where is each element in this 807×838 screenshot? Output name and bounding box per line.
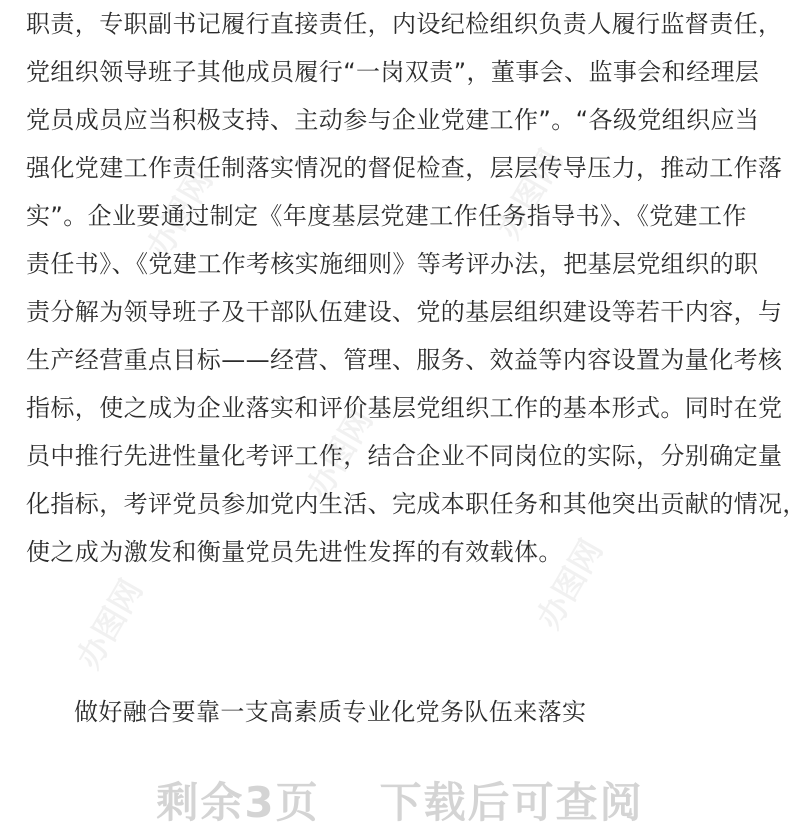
- remaining-pages-label: 剩余3页: [156, 778, 320, 827]
- paragraph-line: 使之成为激发和衡量党员先进性发挥的有效载体。: [26, 538, 563, 566]
- watermark: 办图网: [529, 532, 611, 636]
- paragraph-line: 指标，使之成为企业落实和评价基层党组织工作的基本形式。同时在党: [26, 394, 783, 422]
- paragraph-line: 员中推行先进性量化考评工作，结合企业不同岗位的实际，分别确定量: [26, 442, 783, 470]
- watermark: 办图网: [139, 162, 221, 266]
- paragraph-line: 责任书》、《党建工作考核实施细则》等考评办法，把基层党组织的职: [26, 250, 759, 278]
- watermark: 办图网: [489, 142, 571, 246]
- watermark: 办图网: [69, 572, 151, 676]
- paragraph-line: 实”。企业要通过制定《年度基层党建工作任务指导书》、《党建工作: [26, 202, 747, 230]
- paragraph-line: 职责，专职副书记履行直接责任，内设纪检组织负责人履行监督责任，: [26, 10, 783, 38]
- paragraph-line: 责分解为领导班子及干部队伍建设、党的基层组织建设等若干内容，与: [26, 298, 783, 326]
- paragraph-line: 强化党建工作责任制落实情况的督促检查，层层传导压力，推动工作落: [26, 154, 783, 182]
- download-to-view-label: 下载后可查阅: [379, 778, 644, 827]
- section-heading: 做好融合要靠一支高素质专业化党务队伍来落实: [74, 698, 587, 726]
- body-paragraph: [26, 6, 807, 582]
- paragraph-line: 党组织领导班子其他成员履行“一岗双责”，董事会、监事会和经理层: [26, 58, 760, 86]
- watermark: 办图网: [299, 402, 381, 506]
- remaining-pages-banner[interactable]: [0, 768, 800, 838]
- paragraph-line: 生产经营重点目标——经营、管理、服务、效益等内容设置为量化考核: [26, 346, 783, 374]
- paragraph-line: 化指标，考评党员参加党内生活、完成本职任务和其他突出贡献的情况，: [26, 490, 807, 518]
- paragraph-line: 党员成员应当积极支持、主动参与企业党建工作”。“各级党组织应当: [26, 106, 760, 134]
